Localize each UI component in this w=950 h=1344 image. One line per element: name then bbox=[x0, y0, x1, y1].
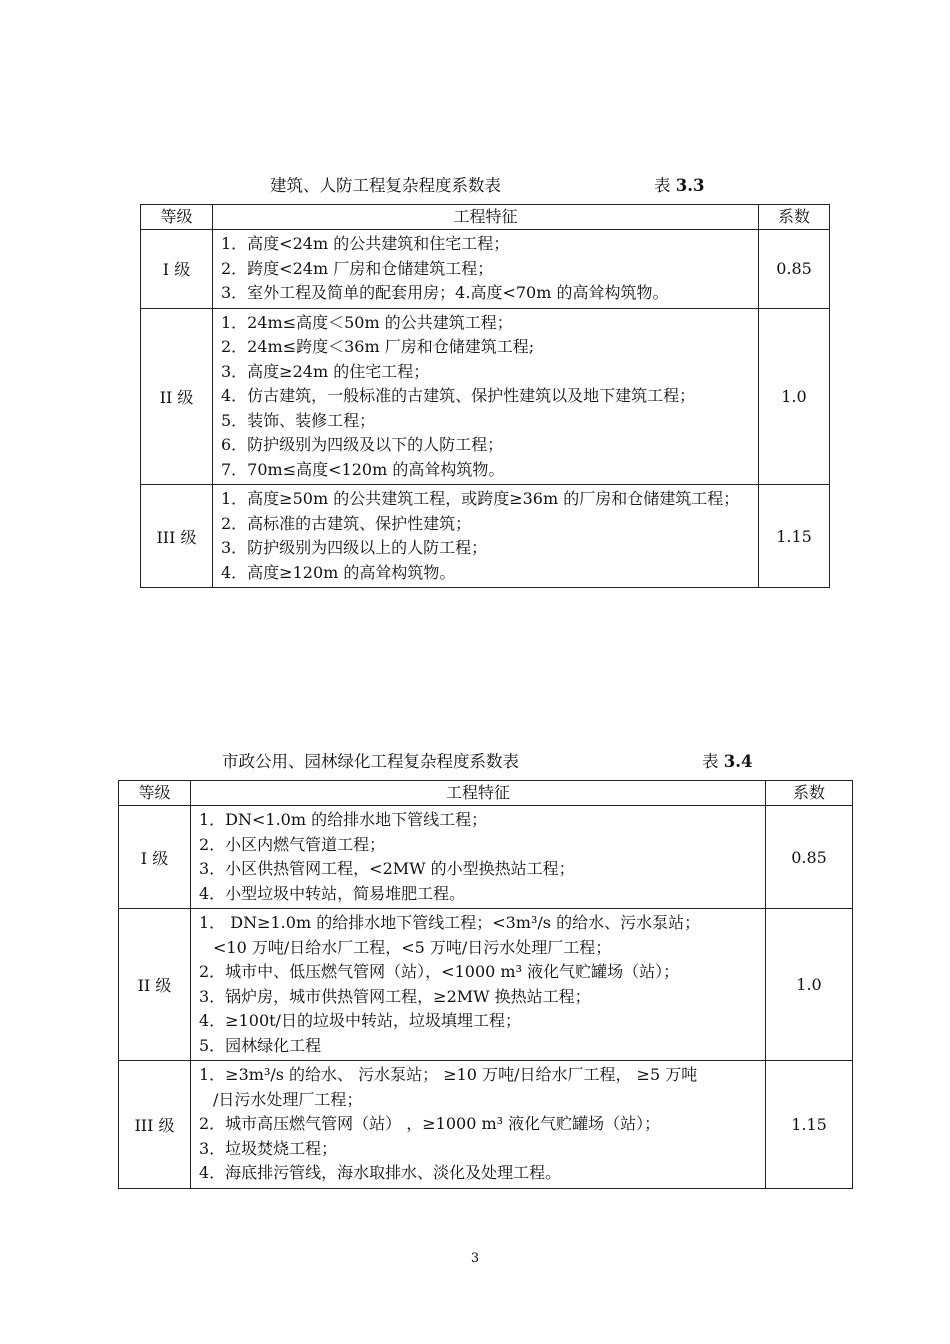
coefficient-cell: 0.85 bbox=[759, 230, 830, 309]
table-3-4-number: 3.4 bbox=[723, 752, 753, 771]
header-coefficient: 系数 bbox=[766, 781, 853, 806]
feature-line: 3．防护级别为四级以上的人防工程； bbox=[221, 538, 488, 557]
features-cell bbox=[191, 909, 766, 1061]
grade-cell: III 级 bbox=[119, 1061, 191, 1189]
header-grade: 等级 bbox=[119, 781, 191, 806]
header-coefficient: 系数 bbox=[759, 205, 830, 230]
header-features: 工程特征 bbox=[213, 205, 759, 230]
features-cell bbox=[213, 485, 759, 588]
table-3-3-caption bbox=[270, 176, 501, 196]
feature-line: 4．≥100t/日的垃圾中转站，垃圾填埋工程； bbox=[199, 1011, 521, 1030]
feature-line: 2．跨度<24m 厂房和仓储建筑工程； bbox=[221, 258, 494, 278]
table-3-4-title: 市政公用、园林绿化工程复杂程度系数表 bbox=[222, 752, 519, 771]
table-row bbox=[119, 1061, 853, 1189]
table-3-4-caption bbox=[222, 752, 519, 772]
table-3-3-number: 3.3 bbox=[675, 176, 705, 195]
feature-line: 3．小区供热管网工程，<2MW 的小型换热站工程； bbox=[199, 859, 575, 878]
feature-line: 1．高度≥50m 的公共建筑工程，或跨度≥36m 的厂房和仓储建筑工程； bbox=[221, 489, 740, 508]
table-3-4-number-label bbox=[702, 752, 752, 772]
complexity-table-3-3 bbox=[140, 204, 830, 588]
table-header-row bbox=[119, 781, 853, 806]
feature-line: 2．城市中、低压燃气管网（站），<1000 m³ 液化气贮罐场（站）； bbox=[199, 962, 680, 981]
table-row bbox=[141, 230, 830, 309]
feature-line: 2．24m≤跨度＜36m 厂房和仓储建筑工程; bbox=[221, 337, 535, 356]
feature-line: 3．垃圾焚烧工程； bbox=[199, 1138, 338, 1158]
features-cell bbox=[213, 308, 759, 485]
table-row bbox=[141, 485, 830, 588]
features-cell bbox=[191, 806, 766, 909]
feature-line: 4．海底排污管线，海水取排水、淡化及处理工程。 bbox=[199, 1163, 562, 1182]
grade-cell: III 级 bbox=[141, 485, 213, 588]
coefficient-cell: 0.85 bbox=[766, 806, 853, 909]
page-number: 3 bbox=[470, 1251, 480, 1266]
table-3-3-number-prefix: 表 bbox=[654, 176, 676, 195]
header-grade: 等级 bbox=[141, 205, 213, 230]
coefficient-cell: 1.15 bbox=[759, 485, 830, 588]
feature-line: 4．高度≥120m 的高耸构筑物。 bbox=[221, 562, 456, 582]
table-3-4-number-prefix: 表 bbox=[702, 752, 724, 771]
feature-line: 4．小型垃圾中转站，简易堆肥工程。 bbox=[199, 883, 466, 903]
feature-line: /日污水处理厂工程； bbox=[213, 1089, 363, 1109]
feature-line: 5．装饰、装修工程； bbox=[221, 410, 376, 430]
feature-line: 4．仿古建筑，一般标准的古建筑、保护性建筑以及地下建筑工程； bbox=[221, 386, 696, 405]
feature-line: 3．高度≥24m 的住宅工程； bbox=[221, 361, 430, 381]
header-features: 工程特征 bbox=[191, 781, 766, 806]
grade-cell: II 级 bbox=[141, 308, 213, 485]
features-cell bbox=[191, 1061, 766, 1189]
grade-cell: I 级 bbox=[141, 230, 213, 309]
feature-line: 2．城市高压燃气管网（站） ，≥1000 m³ 液化气贮罐场（站）； bbox=[199, 1114, 661, 1133]
feature-line: 1．DN<1.0m 的给排水地下管线工程； bbox=[199, 810, 488, 829]
coefficient-cell: 1.15 bbox=[766, 1061, 853, 1189]
table-row bbox=[141, 308, 830, 485]
table-row bbox=[119, 806, 853, 909]
feature-line: 2．小区内燃气管道工程； bbox=[199, 834, 386, 854]
table-3-3-title: 建筑、人防工程复杂程度系数表 bbox=[270, 176, 501, 195]
grade-cell: II 级 bbox=[119, 909, 191, 1061]
feature-line: 2．高标准的古建筑、保护性建筑； bbox=[221, 513, 472, 533]
coefficient-cell: 1.0 bbox=[759, 308, 830, 485]
table-header-row bbox=[141, 205, 830, 230]
feature-line: 6．防护级别为四级及以下的人防工程； bbox=[221, 435, 504, 454]
feature-line: 1．≥3m³/s 的给水、 污水泵站； ≥10 万吨/日给水厂工程， ≥5 万吨 bbox=[199, 1065, 698, 1084]
feature-line: 1．24m≤高度＜50m 的公共建筑工程； bbox=[221, 312, 513, 332]
feature-line: 1．高度<24m 的公共建筑和住宅工程； bbox=[221, 234, 510, 253]
table-3-3-number-label bbox=[654, 176, 704, 196]
coefficient-cell: 1.0 bbox=[766, 909, 853, 1061]
feature-line: 3．室外工程及简单的配套用房；4.高度<70m 的高耸构筑物。 bbox=[221, 283, 669, 302]
feature-line: 1． DN≥1.0m 的给排水地下管线工程；<3m³/s 的给水、污水泵站； bbox=[199, 913, 701, 932]
feature-line: 5．园林绿化工程 bbox=[199, 1035, 322, 1055]
complexity-table-3-4 bbox=[118, 780, 853, 1189]
feature-line: <10 万吨/日给水厂工程，<5 万吨/日污水处理厂工程； bbox=[213, 937, 612, 957]
feature-line: 3．锅炉房，城市供热管网工程，≥2MW 换热站工程； bbox=[199, 986, 591, 1006]
feature-line: 7．70m≤高度<120m 的高耸构筑物。 bbox=[221, 459, 505, 479]
grade-cell: I 级 bbox=[119, 806, 191, 909]
table-row bbox=[119, 909, 853, 1061]
features-cell bbox=[213, 230, 759, 309]
